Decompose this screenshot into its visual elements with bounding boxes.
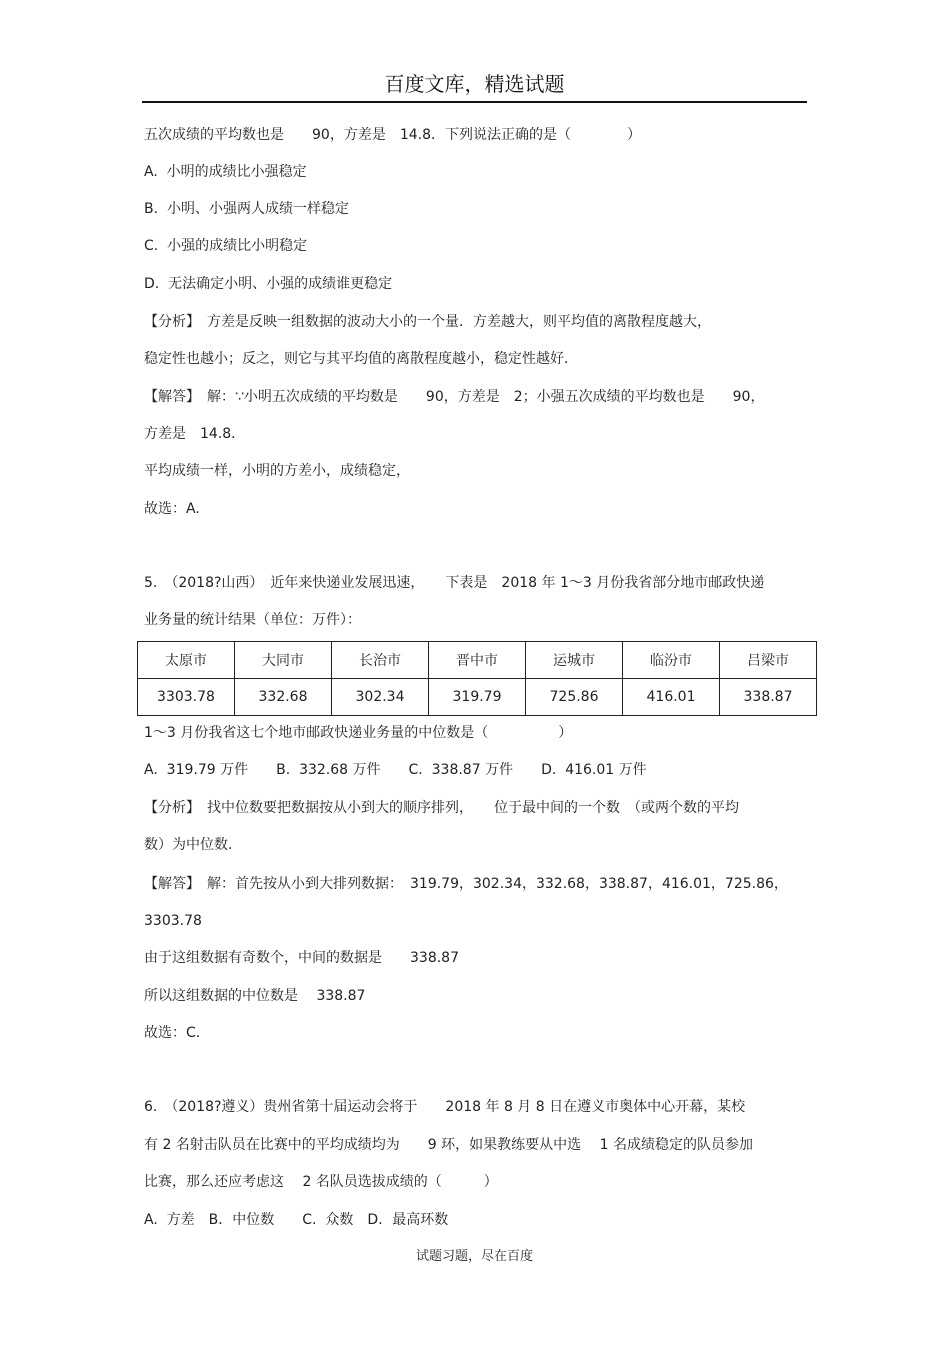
table-value-cell: 332.68 <box>235 679 332 716</box>
q5-stem-line-2: 业务量的统计结果（单位：万件）： <box>144 612 361 628</box>
q5-solution-line-4: 所以这组数据的中位数是 338.87 <box>144 988 366 1004</box>
page-title: 百度文库，精选试题 <box>384 72 565 96</box>
header-divider <box>142 101 807 103</box>
q4-stem: 五次成绩的平均数也是 90，方差是 14.8．下列说法正确的是（ ） <box>144 127 641 143</box>
q4-option-b: B. 小明、小强两人成绩一样稳定 <box>144 201 349 217</box>
q4-answer: 故选：A. <box>144 501 200 517</box>
q5-analysis-line-2: 数）为中位数. <box>144 837 233 853</box>
table-value-cell: 416.01 <box>623 679 720 716</box>
q5-answer: 故选：C. <box>144 1025 201 1041</box>
table-header-cell: 吕梁市 <box>720 642 817 679</box>
q4-option-d: D. 无法确定小明、小强的成绩谁更稳定 <box>144 276 393 292</box>
q5-solution-line-2: 3303.78 <box>144 913 202 929</box>
table-value-cell: 725.86 <box>526 679 623 716</box>
q6-stem-line-3: 比赛，那么还应考虑这 2 名队员选拔成绩的（ ） <box>144 1174 498 1190</box>
q4-solution-line-3: 平均成绩一样，小明的方差小，成绩稳定， <box>144 463 410 479</box>
q6-options: A. 方差 B．中位数 C. 众数 D．最高环数 <box>144 1212 449 1228</box>
table-header-cell: 太原市 <box>138 642 235 679</box>
table-value-cell: 302.34 <box>332 679 429 716</box>
q4-solution-line-1: 【解答】 解：∵小明五次成绩的平均数是 90，方差是 2；小强五次成绩的平均数也是 90， <box>144 389 765 405</box>
q4-analysis-line-2: 稳定性也越小；反之，则它与其平均值的离散程度越小，稳定性越好． <box>144 351 578 367</box>
table-value-cell: 338.87 <box>720 679 817 716</box>
table-header-cell: 晋中市 <box>429 642 526 679</box>
q5-options: A. 319.79 万件 B. 332.68 万件 C. 338.87 万件 D. 416.01 万件 <box>144 762 647 778</box>
table-header-cell: 运城市 <box>526 642 623 679</box>
q5-stem-line-1: 5. （2018?山西） 近年来快递业发展迅速， 下表是 2018 年 1～3 月份我省部分地市邮政快递 <box>144 575 765 591</box>
table-row <box>138 679 817 716</box>
table-header-cell: 临汾市 <box>623 642 720 679</box>
q5-data-table <box>137 641 817 716</box>
q4-solution-line-2: 方差是 14.8． <box>144 426 246 442</box>
q4-option-c: C. 小强的成绩比小明稳定 <box>144 238 308 254</box>
table-value-cell: 319.79 <box>429 679 526 716</box>
q5-question: 1～3 月份我省这七个地市邮政快递业务量的中位数是（ ） <box>144 725 573 741</box>
page-footer: 试题习题，尽在百度 <box>415 1249 533 1264</box>
q5-solution-line-1: 【解答】 解：首先按从小到大排列数据： 319.79，302.34，332.68，338.87，416.01，725.86， <box>144 876 788 892</box>
table-header-cell: 大同市 <box>235 642 332 679</box>
table-header-cell: 长治市 <box>332 642 429 679</box>
q5-solution-line-3: 由于这组数据有奇数个，中间的数据是 338.87 <box>144 950 459 966</box>
q6-stem-line-2: 有 2 名射击队员在比赛中的平均成绩均为 9 环，如果教练要从中选 1 名成绩稳定的队员参加 <box>144 1137 753 1153</box>
q4-analysis-line-1: 【分析】 方差是反映一组数据的波动大小的一个量．方差越大，则平均值的离散程度越大， <box>144 314 711 330</box>
q6-stem-line-1: 6. （2018?遵义）贵州省第十届运动会将于 2018 年 8 月 8 日在遵义市奥体中心开幕，某校 <box>144 1099 746 1115</box>
table-value-cell: 3303.78 <box>138 679 235 716</box>
q5-analysis-line-1: 【分析】 找中位数要把数据按从小到大的顺序排列， 位于最中间的一个数 （或两个数的平均 <box>144 800 739 816</box>
table-header-row <box>138 642 817 679</box>
q4-option-a: A. 小明的成绩比小强稳定 <box>144 164 307 180</box>
